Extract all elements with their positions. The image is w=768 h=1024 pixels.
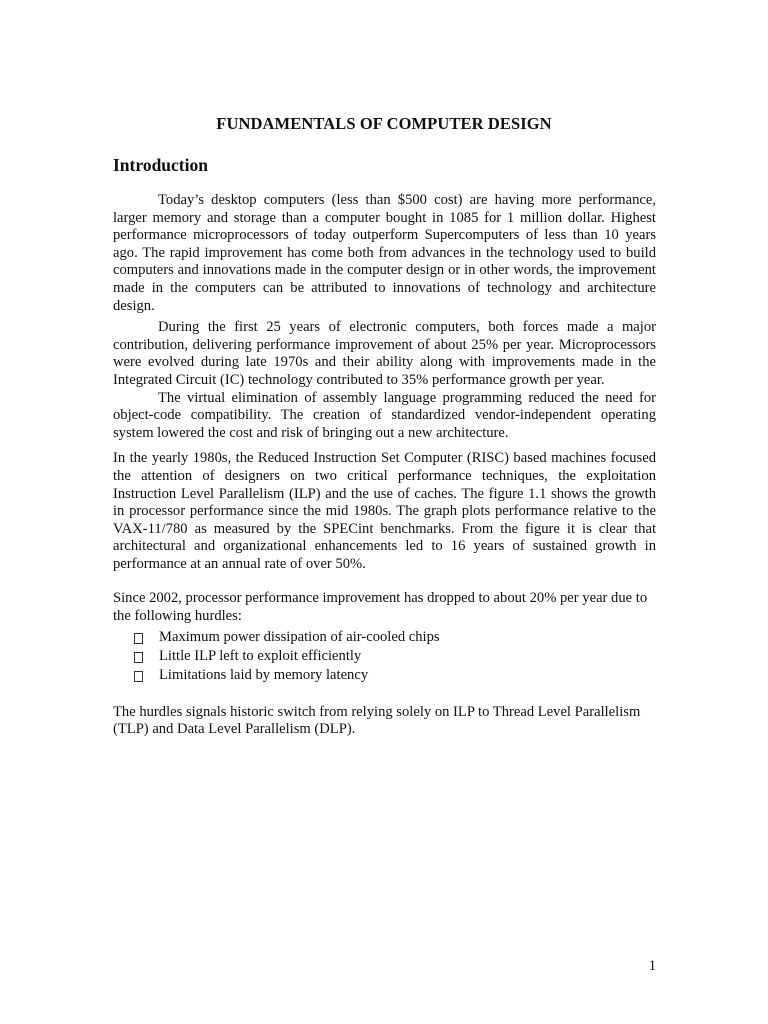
paragraph-first-25-years: During the first 25 years of electronic computers, both forces made a major contribution, delivering performance improvement of about 25% per year. Microprocessors were evolved during late 1970s and their ability along with improvements made in the Integrated Circuit (IC) technology contributed to 35% performance growth per year. [113,319,656,388]
list-item [134,628,656,647]
list-item [134,647,656,666]
bullet-box-icon [134,652,143,663]
section-heading-introduction: Introduction [113,155,208,175]
bullet-box-icon [134,633,143,644]
paragraph-desktop-computers: Today’s desktop computers (less than $500 cost) are having more performance, larger memory and storage than a computer bought in 1085 for 1 million dollar. Highest performance microprocessors of today outperform Supercomputers of less than 10 years ago. The rapid improvement has come both from advances in the technology used to build computers and innovations made in the computer design or in other words, the improvement made in the computers can be attributed to innovations of technology and architecture design. [113,192,656,314]
paragraph-since-2002: Since 2002, processor performance improvement has dropped to about 20% per year due to the following hurdles: [113,590,648,625]
paragraph-closing: The hurdles signals historic switch from relying solely on ILP to Thread Level Parallelism (TLP) and Data Level Parallelism (DLP). [113,703,641,738]
hurdles-list [113,628,656,685]
document-body [113,192,656,739]
paragraph-risc-machines: In the yearly 1980s, the Reduced Instruction Set Computer (RISC) based machines focused the attention of designers on two critical performance techniques, the exploitation Instruction Level Parallelism (ILP) and the use of caches. The figure 1.1 shows the growth in processor performance since the mid 1980s. The graph plots performance relative to the VAX-11/780 as measured by the SPECint benchmarks. From the figure it is clear that architectural and organizational enhancements led to 16 years of sustained growth in performance at an annual rate of over 50%. [113,450,656,572]
list-item-text: Limitations laid by memory latency [159,666,369,683]
list-item-text: Little ILP left to exploit efficiently [159,647,362,664]
bullet-box-icon [134,671,143,682]
list-item-text: Maximum power dissipation of air-cooled chips [159,628,440,645]
list-item [134,666,656,685]
document-title: FUNDAMENTALS OF COMPUTER DESIGN [216,114,552,133]
page-number: 1 [648,958,656,974]
paragraph-assembly-language: The virtual elimination of assembly language programming reduced the need for object-code compatibility. The creation of standardized vendor-independent operating system lowered the cost and risk of bringing out a new architecture. [113,389,656,441]
